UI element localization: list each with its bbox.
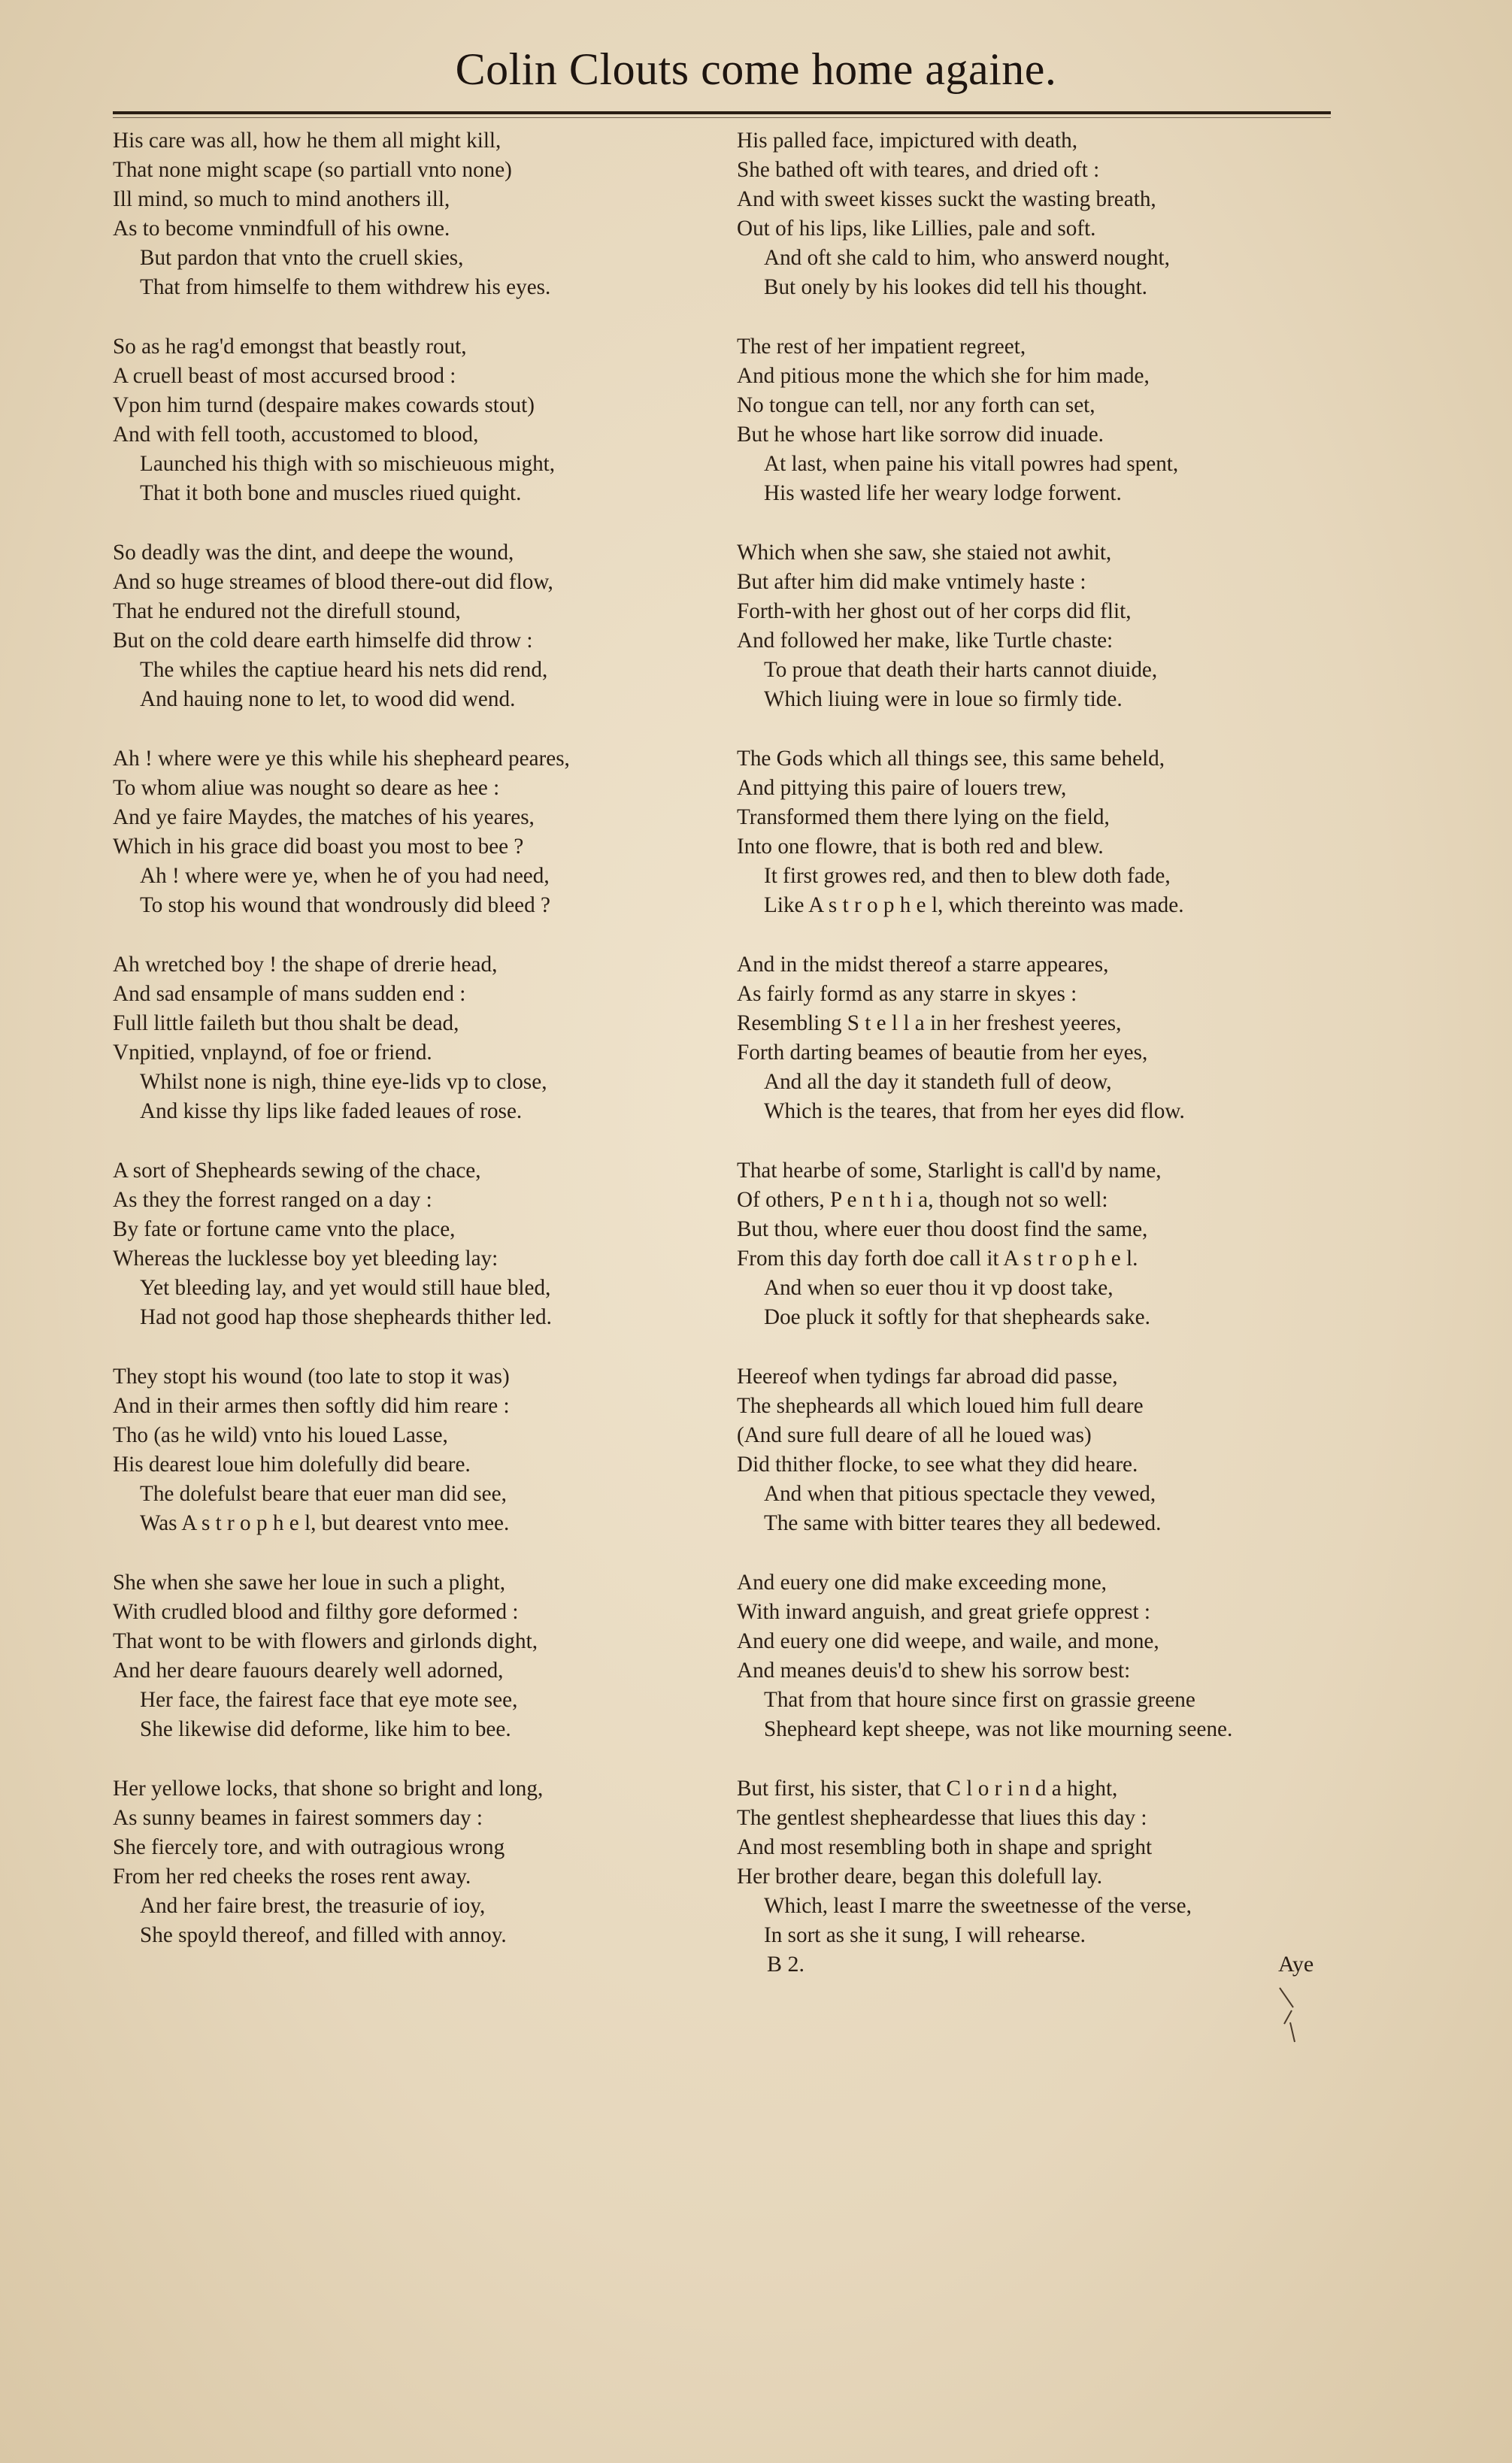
verse-line: The Gods which all things see, this same beheld,: [737, 747, 1165, 771]
verse-line: Like A s t r o p h e l, which thereinto was made.: [764, 893, 1184, 917]
stanza: [737, 744, 1353, 920]
verse-line: Which liuing were in loue so firmly tide.: [764, 687, 1123, 711]
verse-line: She fiercely tore, and with outragious wrong: [113, 1835, 505, 1859]
stanza: [737, 538, 1353, 714]
verse-line: A cruell beast of most accursed brood :: [113, 364, 456, 388]
verse-line: Which when she saw, she staied not awhit,: [737, 541, 1112, 565]
verse-line: She likewise did deforme, like him to bee.: [140, 1717, 511, 1741]
stanza: [737, 1362, 1353, 1538]
stanza: [737, 1774, 1353, 1950]
verse-line: From this day forth doe call it A s t r o p h e l.: [737, 1247, 1138, 1271]
verse-line: With inward anguish, and great griefe opprest :: [737, 1600, 1150, 1624]
verse-line: That hearbe of some, Starlight is call'd by name,: [737, 1159, 1162, 1183]
verse-line: To whom aliue was nought so deare as hee :: [113, 776, 500, 800]
verse-line: She bathed oft with teares, and dried oft :: [737, 158, 1100, 182]
verse-line: She spoyld thereof, and filled with annoy.: [140, 1923, 507, 1947]
verse-line: So deadly was the dint, and deepe the wound,: [113, 541, 514, 565]
verse-line: But he whose hart like sorrow did inuade.: [737, 423, 1104, 447]
verse-line: Yet bleeding lay, and yet would still haue bled,: [140, 1276, 551, 1300]
verse-line: From her red cheeks the roses rent away.: [113, 1865, 471, 1889]
verse-line: A sort of Shepheards sewing of the chace,: [113, 1159, 481, 1183]
stanza: [113, 126, 729, 302]
verse-line: Her brother deare, began this dolefull lay.: [737, 1865, 1102, 1889]
stanza: [113, 744, 729, 920]
verse-line: With crudled blood and filthy gore deformed :: [113, 1600, 519, 1624]
verse-line: Forth darting beames of beautie from her eyes,: [737, 1041, 1148, 1065]
verse-line: By fate or fortune came vnto the place,: [113, 1217, 456, 1241]
verse-line: The same with bitter teares they all bedewed.: [764, 1511, 1162, 1535]
running-title: Colin Clouts come home againe.: [455, 44, 1057, 94]
verse-line: So as he rag'd emongst that beastly rout,: [113, 335, 467, 359]
verse-line: And ye faire Maydes, the matches of his yeares,: [113, 805, 535, 829]
verse-line: Her face, the fairest face that eye mote see,: [140, 1688, 518, 1712]
verse-line: Resembling S t e l l a in her freshest yeeres,: [737, 1011, 1122, 1035]
verse-line: They stopt his wound (too late to stop it was): [113, 1365, 510, 1389]
verse-line: As fairly formd as any starre in skyes :: [737, 982, 1077, 1006]
verse-line: And with fell tooth, accustomed to blood,: [113, 423, 479, 447]
verse-line: But first, his sister, that C l o r i n d a hight,: [737, 1777, 1118, 1801]
verse-line: Out of his lips, like Lillies, pale and soft.: [737, 217, 1096, 241]
verse-line: Whilst none is nigh, thine eye-lids vp to close,: [140, 1070, 547, 1094]
verse-line: Her yellowe locks, that shone so bright and long,: [113, 1777, 544, 1801]
verse-line: And followed her make, like Turtle chaste:: [737, 629, 1114, 653]
verse-line: To stop his wound that wondrously did bleed ?: [140, 893, 550, 917]
verse-line: But onely by his lookes did tell his thought.: [764, 275, 1147, 299]
verse-line: The whiles the captiue heard his nets did rend,: [140, 658, 548, 682]
verse-line: That from himselfe to them withdrew his eyes.: [140, 275, 551, 299]
verse-line: (And sure full deare of all he loued was): [737, 1423, 1092, 1447]
verse-line: Doe pluck it softly for that shepheards sake.: [764, 1305, 1150, 1329]
ink-stroke-mark: [1277, 1985, 1307, 2045]
stanza: [737, 950, 1353, 1126]
verse-line: Of others, P e n t h i a, though not so well:: [737, 1188, 1108, 1212]
right-column: [737, 126, 1353, 1980]
verse-line: As to become vnmindfull of his owne.: [113, 217, 450, 241]
verse-line: Which is the teares, that from her eyes did flow.: [764, 1099, 1185, 1123]
verse-line: And in the midst thereof a starre appeares,: [737, 953, 1109, 977]
stanza: [113, 1362, 729, 1538]
verse-line: At last, when paine his vitall powres had spent,: [764, 452, 1179, 476]
verse-line: Whereas the lucklesse boy yet bleeding lay:: [113, 1247, 498, 1271]
verse-line: She when she sawe her loue in such a plight,: [113, 1571, 506, 1595]
stanza: [113, 950, 729, 1126]
signature-mark: B 2.: [767, 1952, 805, 1977]
verse-line: The gentlest shepheardesse that liues this day :: [737, 1806, 1147, 1830]
verse-line: Launched his thigh with so mischieuous might,: [140, 452, 556, 476]
verse-line: His palled face, impictured with death,: [737, 129, 1078, 153]
verse-line: But pardon that vnto the cruell skies,: [140, 246, 464, 270]
verse-line: But thou, where euer thou doost find the same,: [737, 1217, 1148, 1241]
verse-line: Heereof when tydings far abroad did passe,: [737, 1365, 1118, 1389]
verse-line: And all the day it standeth full of deow,: [764, 1070, 1112, 1094]
verse-line: Vnpitied, vnplaynd, of foe or friend.: [113, 1041, 432, 1065]
stanza: [113, 1156, 729, 1332]
verse-line: Forth-with her ghost out of her corps did flit,: [737, 599, 1132, 623]
verse-line: As they the forrest ranged on a day :: [113, 1188, 432, 1212]
verse-line: And when that pitious spectacle they vewed,: [764, 1482, 1156, 1506]
verse-line: But after him did make vntimely haste :: [737, 570, 1086, 594]
stanza: [113, 332, 729, 508]
stanza: [113, 1568, 729, 1744]
stanza: [737, 332, 1353, 508]
verse-line: And oft she cald to him, who answerd nought,: [764, 246, 1170, 270]
verse-line: Shepheard kept sheepe, was not like mourning seene.: [764, 1717, 1233, 1741]
verse-line: And meanes deuis'd to shew his sorrow best:: [737, 1659, 1131, 1683]
verse-line: In sort as she it sung, I will rehearse.: [764, 1923, 1086, 1947]
catchword: Aye: [1278, 1952, 1314, 1977]
verse-line: Into one flowre, that is both red and blew.: [737, 835, 1104, 859]
verse-line: And her deare fauours dearely well adorned,: [113, 1659, 504, 1683]
left-column: [113, 126, 729, 1980]
verse-line: His care was all, how he them all might kill,: [113, 129, 501, 153]
verse-line: And euery one did make exceeding mone,: [737, 1571, 1107, 1595]
verse-line: And when so euer thou it vp doost take,: [764, 1276, 1114, 1300]
verse-line: And kisse thy lips like faded leaues of rose.: [140, 1099, 523, 1123]
verse-line: That he endured not the direfull stound,: [113, 599, 461, 623]
verse-line: Ill mind, so much to mind anothers ill,: [113, 187, 450, 211]
verse-line: The shepheards all which loued him full deare: [737, 1394, 1144, 1418]
verse-line: Ah wretched boy ! the shape of drerie head,: [113, 953, 498, 977]
verse-line: And her faire brest, the treasurie of ioy,: [140, 1894, 486, 1918]
verse-line: But on the cold deare earth himselfe did throw :: [113, 629, 533, 653]
verse-line: That none might scape (so partiall vnto none): [113, 158, 512, 182]
verse-line: No tongue can tell, nor any forth can set,: [737, 393, 1095, 417]
verse-line: And so huge streames of blood there-out did flow,: [113, 570, 553, 594]
verse-line: Ah ! where were ye, when he of you had need,: [140, 864, 550, 888]
verse-line: And with sweet kisses suckt the wasting breath,: [737, 187, 1156, 211]
stanza: [113, 1774, 729, 1950]
verse-line: Had not good hap those shepheards thither led.: [140, 1305, 552, 1329]
verse-line: The rest of her impatient regreet,: [737, 335, 1026, 359]
verse-line: And euery one did weepe, and waile, and mone,: [737, 1629, 1159, 1653]
verse-line: And most resembling both in shape and spright: [737, 1835, 1153, 1859]
verse-line: And pittying this paire of louers trew,: [737, 776, 1067, 800]
verse-line: Ah ! where were ye this while his shepheard peares,: [113, 747, 570, 771]
stanza: [737, 1568, 1353, 1744]
verse-line: His dearest loue him dolefully did beare.: [113, 1453, 471, 1477]
verse-line: And sad ensample of mans sudden end :: [113, 982, 466, 1006]
verse-line: Did thither flocke, to see what they did heare.: [737, 1453, 1138, 1477]
verse-line: Transformed them there lying on the field,: [737, 805, 1110, 829]
verse-line: And in their armes then softly did him reare :: [113, 1394, 510, 1418]
verse-line: That wont to be with flowers and girlonds dight,: [113, 1629, 538, 1653]
stanza: [737, 126, 1353, 302]
verse-line: Vpon him turnd (despaire makes cowards stout): [113, 393, 535, 417]
verse-line: The dolefulst beare that euer man did see,: [140, 1482, 507, 1506]
verse-line: His wasted life her weary lodge forwent.: [764, 481, 1122, 505]
verse-line: To proue that death their harts cannot diuide,: [764, 658, 1158, 682]
verse-line: That it both bone and muscles riued quight.: [140, 481, 522, 505]
verse-line: Tho (as he wild) vnto his loued Lasse,: [113, 1423, 448, 1447]
header-rule: [113, 111, 1331, 114]
verse-line: And hauing none to let, to wood did wend.: [140, 687, 516, 711]
stanza: [737, 1156, 1353, 1332]
stanza: [113, 538, 729, 714]
verse-line: Which in his grace did boast you most to bee ?: [113, 835, 524, 859]
verse-line: And pitious mone the which she for him made,: [737, 364, 1150, 388]
verse-line: As sunny beames in fairest sommers day :: [113, 1806, 483, 1830]
header-rule-thin: [113, 117, 1331, 118]
verse-line: Full little faileth but thou shalt be dead,: [113, 1011, 459, 1035]
verse-line: It first growes red, and then to blew doth fade,: [764, 864, 1171, 888]
verse-line: Which, least I marre the sweetnesse of the verse,: [764, 1894, 1192, 1918]
verse-line: That from that houre since first on grassie greene: [764, 1688, 1195, 1712]
verse-line: Was A s t r o p h e l, but dearest vnto mee.: [140, 1511, 510, 1535]
